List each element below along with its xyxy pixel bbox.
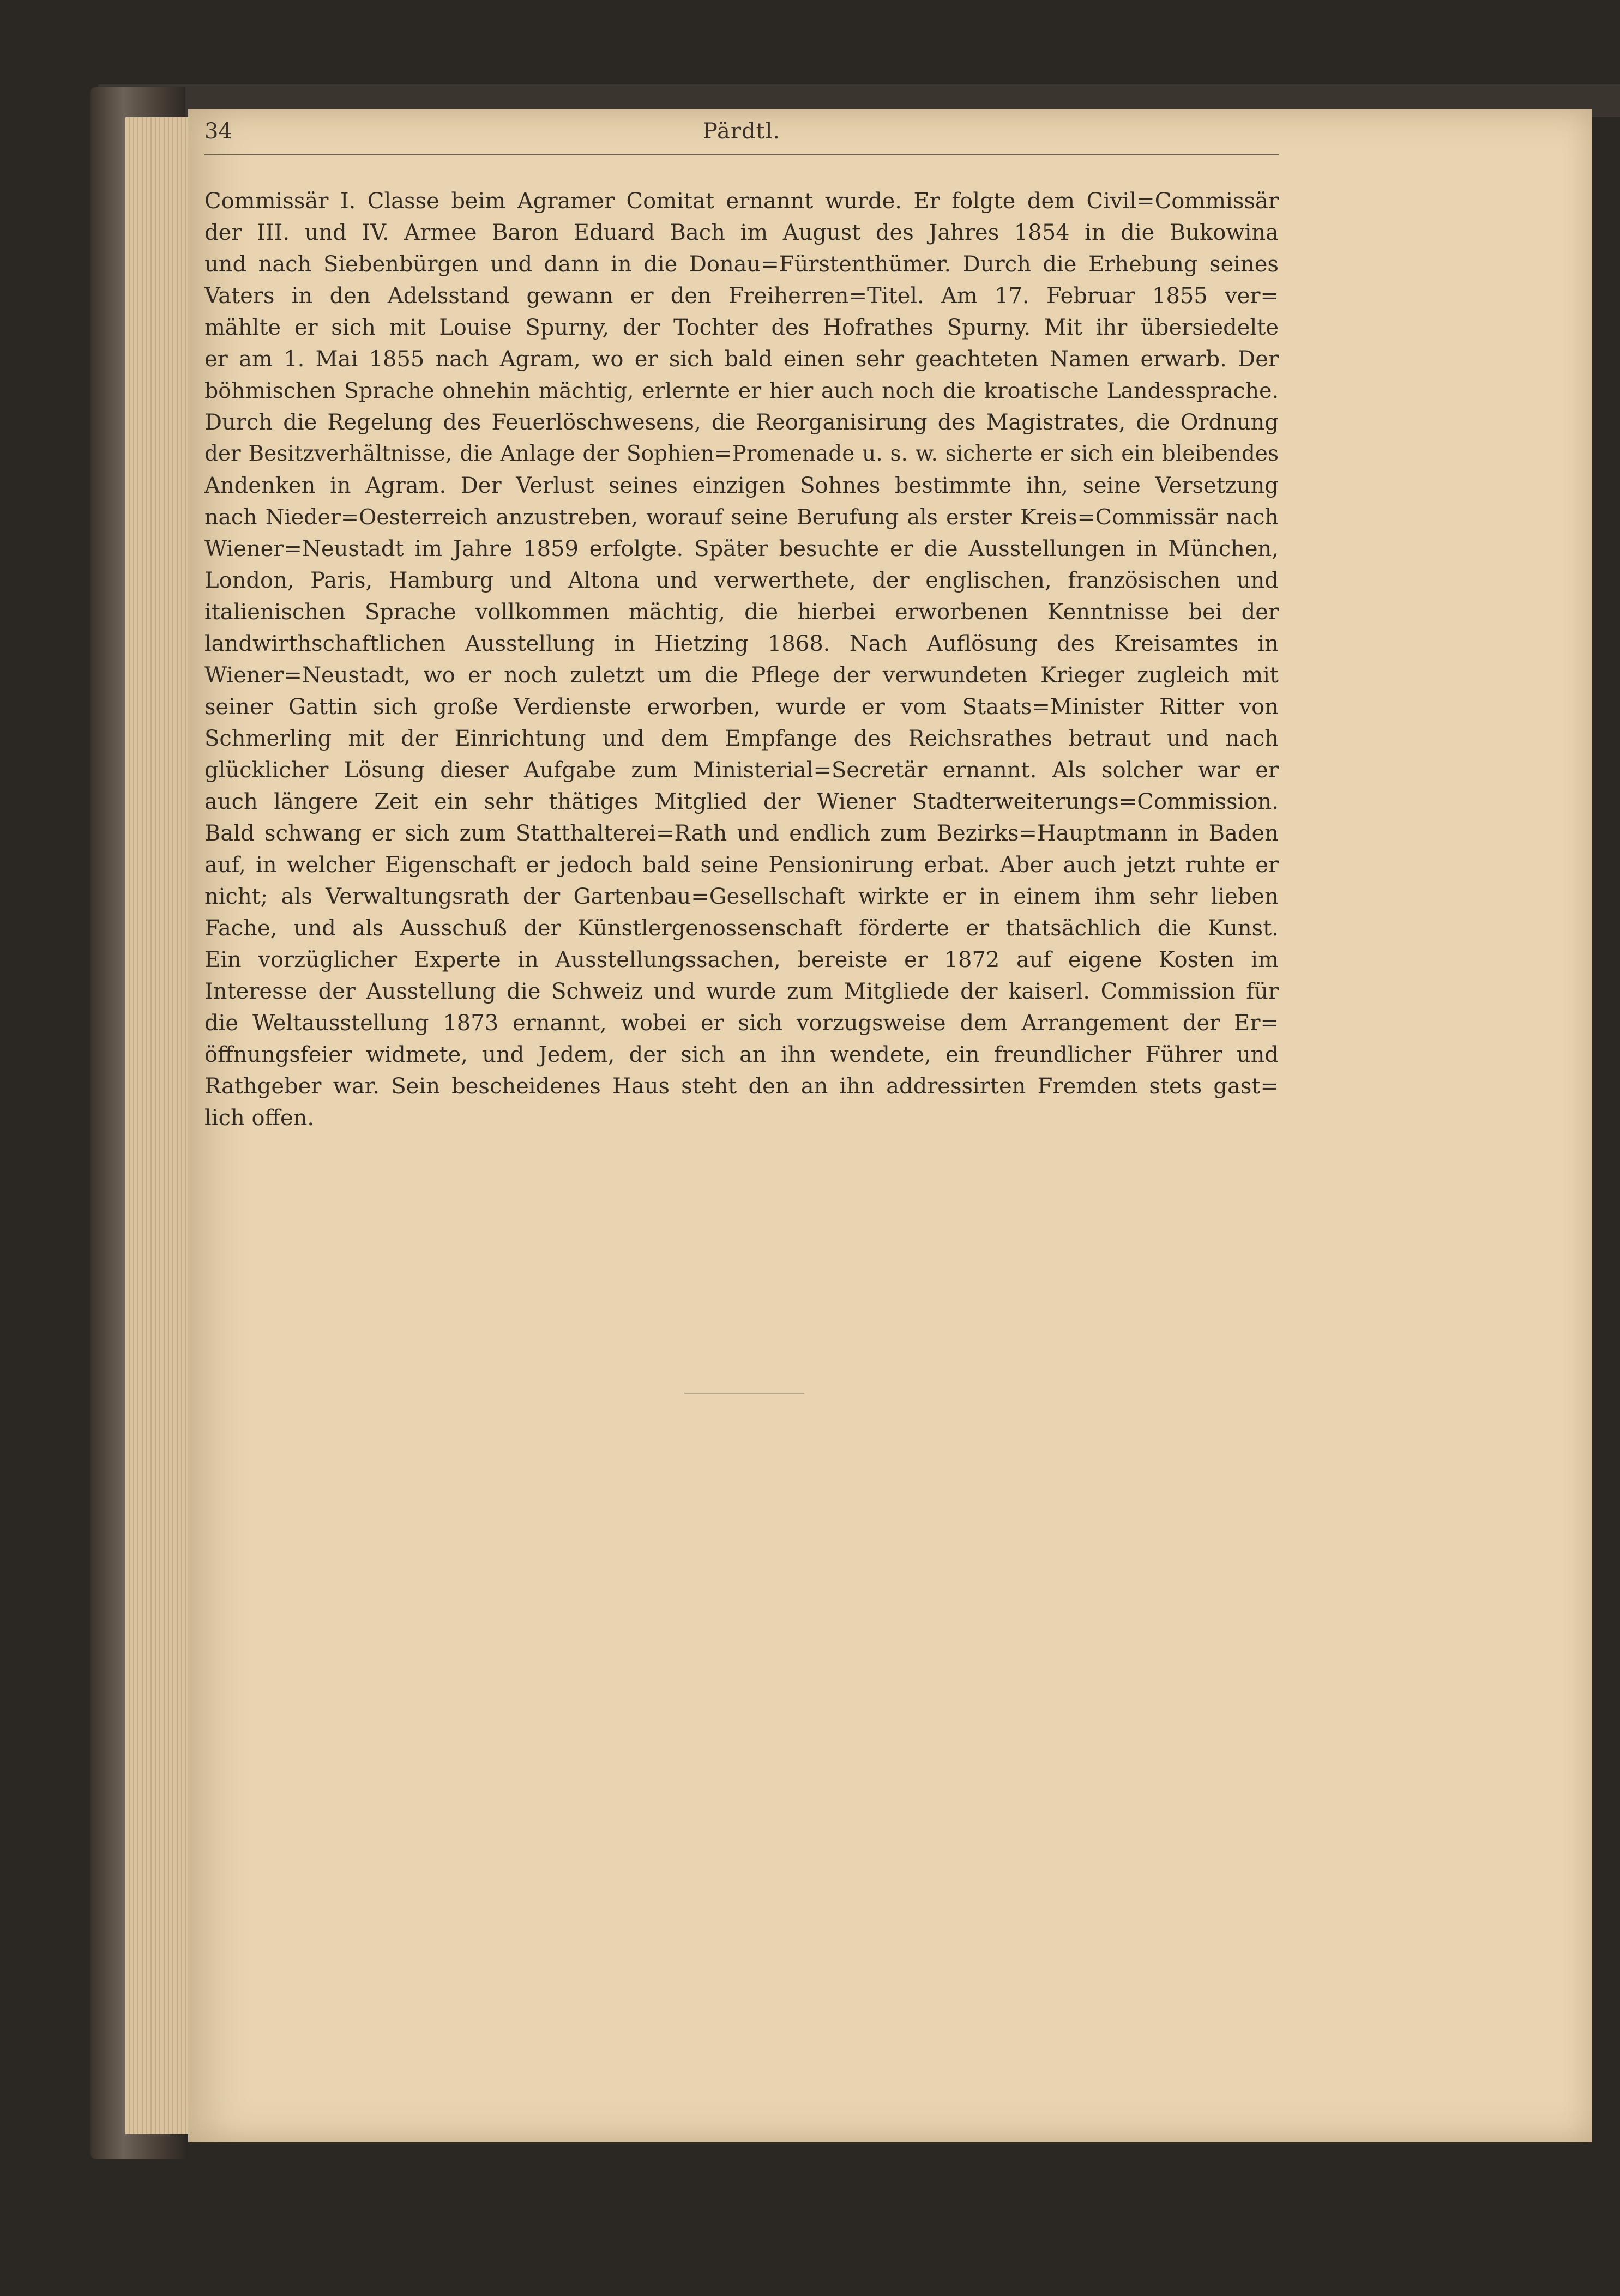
text-line: Schmerling mit der Einrichtung und dem Empfange des Reichsrathes betraut und nach bbox=[204, 726, 1279, 751]
section-end-rule bbox=[684, 1393, 804, 1394]
text-line: und nach Siebenbürgen und dann in die Donau=Fürstenthümer. Durch die Erhebung seines bbox=[204, 252, 1279, 277]
text-line: landwirthschaftlichen Ausstellung in Hietzing 1868. Nach Auflösung des Kreisamtes in bbox=[204, 631, 1279, 656]
body-text bbox=[204, 185, 1279, 1134]
page-header bbox=[204, 119, 1279, 152]
text-line: mählte er sich mit Louise Spurny, der Tochter des Hofrathes Spurny. Mit ihr übersiedelte bbox=[204, 315, 1279, 340]
text-line: Commissär I. Classe beim Agramer Comitat ernannt wurde. Er folgte dem Civil=Commissär bbox=[204, 189, 1279, 214]
text-line: Ein vorzüglicher Experte in Ausstellungssachen, bereiste er 1872 auf eigene Kosten im bbox=[204, 947, 1279, 972]
text-line: Interesse der Ausstellung die Schweiz und wurde zum Mitgliede der kaiserl. Commission für bbox=[204, 979, 1279, 1004]
text-line: Bald schwang er sich zum Statthalterei=Rath und endlich zum Bezirks=Hauptmann in Baden bbox=[204, 821, 1279, 846]
text-line: die Weltausstellung 1873 ernannt, wobei er sich vorzugsweise dem Arrangement der Er= bbox=[204, 1011, 1279, 1036]
text-line: Andenken in Agram. Der Verlust seines einzigen Sohnes bestimmte ihn, seine Versetzung bbox=[204, 473, 1279, 498]
text-line: Wiener=Neustadt, wo er noch zuletzt um die Pflege der verwundeten Krieger zugleich mit bbox=[204, 663, 1279, 688]
text-line: er am 1. Mai 1855 nach Agram, wo er sich bald einen sehr geachteten Namen erwarb. Der bbox=[204, 347, 1279, 372]
text-line: London, Paris, Hamburg und Altona und verwerthete, der englischen, französischen und bbox=[204, 568, 1279, 593]
header-rule bbox=[204, 154, 1279, 155]
text-line: öffnungsfeier widmete, und Jedem, der sich an ihn wendete, ein freundlicher Führer und bbox=[204, 1042, 1279, 1067]
text-line: Wiener=Neustadt im Jahre 1859 erfolgte. Später besuchte er die Ausstellungen in München, bbox=[204, 536, 1279, 561]
text-line: nicht; als Verwaltungsrath der Gartenbau=Gesellschaft wirkte er in einem ihm sehr lieben bbox=[204, 884, 1279, 909]
text-line: auch längere Zeit ein sehr thätiges Mitglied der Wiener Stadterweiterungs=Commission. bbox=[204, 789, 1279, 814]
text-line: Fache, und als Ausschuß der Künstlergenossenschaft förderte er thatsächlich die Kunst. bbox=[204, 916, 1279, 941]
text-line: italienischen Sprache vollkommen mächtig, die hierbei erworbenen Kenntnisse bei der bbox=[204, 600, 1279, 625]
text-line: böhmischen Sprache ohnehin mächtig, erlernte er hier auch noch die kroatische Landessprache. bbox=[204, 378, 1279, 403]
text-line: der III. und IV. Armee Baron Eduard Bach im August des Jahres 1854 in die Bukowina bbox=[204, 220, 1279, 245]
text-line: Durch die Regelung des Feuerlöschwesens, die Reorganisirung des Magistrates, die Ordnung bbox=[204, 410, 1279, 435]
text-line: nach Nieder=Oesterreich anzustreben, worauf seine Berufung als erster Kreis=Commissär nach bbox=[204, 505, 1279, 530]
text-line: Rathgeber war. Sein bescheidenes Haus steht den an ihn addressirten Fremden stets gast= bbox=[204, 1074, 1279, 1099]
text-line: seiner Gattin sich große Verdienste erworben, wurde er vom Staats=Minister Ritter von bbox=[204, 694, 1279, 720]
text-line: glücklicher Lösung dieser Aufgabe zum Ministerial=Secretär ernannt. Als solcher war er bbox=[204, 758, 1279, 783]
text-line: auf, in welcher Eigenschaft er jedoch bald seine Pensionirung erbat. Aber auch jetzt ruhte er bbox=[204, 853, 1279, 878]
text-line: Vaters in den Adelsstand gewann er den Freiherren=Titel. Am 17. Februar 1855 ver= bbox=[204, 283, 1279, 309]
text-line: der Besitzverhältnisse, die Anlage der Sophien=Promenade u. s. w. sicherte er sich ein bleibendes bbox=[204, 442, 1279, 466]
page-edges bbox=[125, 117, 191, 2134]
text-line: lich offen. bbox=[204, 1105, 315, 1131]
page-number: 34 bbox=[204, 119, 232, 144]
running-head: Pärdtl. bbox=[702, 119, 781, 144]
